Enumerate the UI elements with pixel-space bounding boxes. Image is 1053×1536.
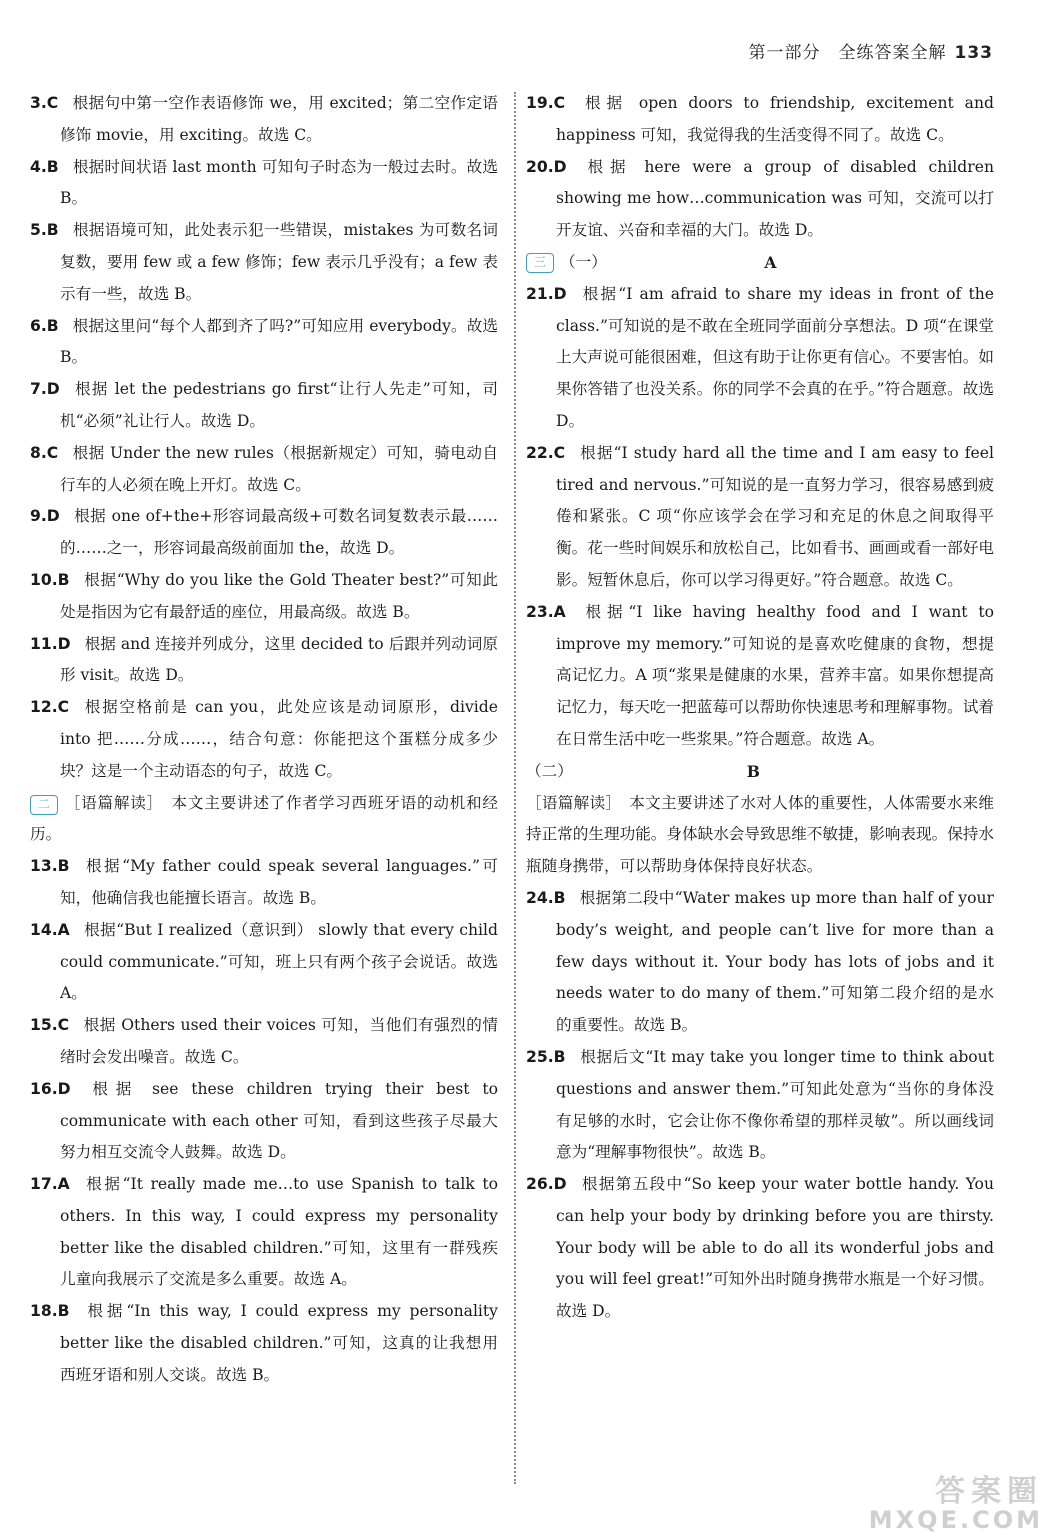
- passage-b-summary: ［语篇解读］ 本文主要讲述了水对人体的重要性，人体需要水来维持正常的生理功能。身体缺水会导致思维不敏捷，影响表现。保持水瓶随身携带，可以帮助身体保持良好状态。: [526, 793, 994, 876]
- left-column: [30, 88, 498, 1392]
- answer-item-23: 23.A 根据“I like having healthy food and I want to improve my memory.”可知说的是喜欢吃健康的食物，想提高记忆力。A 项“浆果是健康的水果，营养丰富。如果你想提高记忆力，每天吃一把蓝莓可以帮助你快速思考和理解事物。试着在日常生活中吃一些浆果。”符合题意。故选 A。: [526, 602, 994, 748]
- answer-item-13: 13.B 根据“My father could speak several languages.”可知，他确信我也能擅长语言。故选 B。: [30, 857, 498, 907]
- answer-item-8: 8.C 根据 Under the new rules（根据新规定）可知，骑电动自行车的人必须在晚上开灯。故选 C。: [30, 443, 498, 494]
- answer-item-12: 12.C 根据空格前是 can you，此处应该是动词原形，divide into 把……分成……，结合句意：你能把这个蛋糕分成多少块？这是一个主动语态的句子，故选 C。: [30, 698, 498, 780]
- answer-item-9: 9.D 根据 one of+the+形容词最高级+可数名词复数表示最……的……之一，形容词最高级前面加 the，故选 D。: [30, 507, 498, 558]
- subsection-two-label: （二）: [526, 761, 573, 780]
- answer-item-6: 6.B 根据这里问“每个人都到齐了吗?”可知应用 everybody。故选 B。: [30, 316, 498, 367]
- answer-item-22: 22.C 根据“I study hard all the time and I am easy to feel tired and nervous.”可知说的是一直努力学习，很容易感到疲倦和紧张。C 项“你应该学会在学习和充足的休息之间取得平衡。花一些时间娱乐和放松自己，比如看书、画画或看一部好电影。短暂休息后，你可以学习得更好。”符合题意。故选 C。: [526, 443, 994, 589]
- watermark-url: MXQE.COM: [868, 1506, 1043, 1534]
- answer-item-16: 16.D 根据 see these children trying their best to communicate with each other 可知，看到这些孩子尽最大努力相互交流令人鼓舞。故选 D。: [30, 1079, 498, 1162]
- answer-item-15: 15.C 根据 Others used their voices 可知，当他们有强烈的情绪时会发出噪音。故选 C。: [30, 1016, 498, 1066]
- answer-item-17: 17.A 根据“It really made me…to use Spanish to talk to others. In this way, I could express my personality better like the disabled children.”可知，这里有一群残疾儿童向我展示了交流是多么重要。故选 A。: [30, 1175, 498, 1289]
- subsection-one-label: （一）: [560, 252, 607, 271]
- section-badge-two: 二: [30, 795, 58, 815]
- answer-item-5: 5.B 根据语境可知，此处表示犯一些错误，mistakes 为可数名词复数，要用 few 或 a few 修饰；few 表示几乎没有；a few 表示有一些，故选 B。: [30, 221, 498, 303]
- watermark-text: 答案圈: [935, 1474, 1043, 1509]
- section-two-summary: 二 ［语篇解读］ 本文主要讲述了作者学习西班牙语的动机和经历。: [30, 793, 498, 844]
- answer-item-25: 25.B 根据后文“It may take you longer time to think about questions and answer them.”可知此处意为“当你的身体没有足够的水时，它会让你不像你希望的那样灵敏”。所以画线词意为“理解事物很快”。故选 B。: [526, 1047, 994, 1162]
- passage-b-label: B: [746, 761, 760, 781]
- page-header: [749, 38, 994, 63]
- page-number: 133: [954, 43, 993, 63]
- answer-item-3: 3.C 根据句中第一空作表语修饰 we，用 excited；第二空作定语修饰 movie，用 exciting。故选 C。: [30, 94, 498, 144]
- passage-a-label: A: [764, 252, 777, 272]
- column-divider: [514, 92, 516, 1484]
- answer-item-20: 20.D 根据 here were a group of disabled children showing me how…communication was 可知，交流可以打开友谊、兴奋和幸福的大门。故选 D。: [526, 157, 994, 240]
- answer-item-10: 10.B 根据“Why do you like the Gold Theater best?”可知此处是指因为它有最舒适的座位，用最高级。故选 B。: [30, 570, 498, 621]
- answer-item-26: 26.D 根据第五段中“So keep your water bottle handy. You can help your body by drinking before you are thirsty. Your body will be able to do all its wonderful jobs and you will feel great!”可知外出时随身携带水瓶是一个好习惯。故选 D。: [526, 1175, 994, 1321]
- answer-item-7: 7.D 根据 let the pedestrians go first“让行人先走”可知，司机“必须”礼让行人。故选 D。: [30, 380, 498, 430]
- header-title: 第一部分 全练答案全解: [748, 43, 947, 63]
- answer-item-4: 4.B 根据时间状语 last month 可知句子时态为一般过去时。故选 B。: [30, 157, 498, 208]
- section-badge-three: 三: [526, 253, 554, 273]
- subsection-two-heading: [526, 756, 994, 788]
- right-column: [526, 88, 994, 1328]
- answer-item-24: 24.B 根据第二段中“Water makes up more than half of your body’s weight, and people can’t live for more than a few days without it. Your body has lots of jobs and it needs water to do many of them.”可知第二段介绍的是水的重要性。故选 B。: [526, 888, 994, 1035]
- section-three-heading: [526, 247, 994, 279]
- answer-item-14: 14.A 根据“But I realized（意识到） slowly that every child could communicate.”可知，班上只有两个孩子会说话。故选 A。: [30, 920, 498, 1003]
- answer-item-21: 21.D 根据“I am afraid to share my ideas in front of the class.”可知说的是不敢在全班同学面前分享想法。D 项“在课堂上大声说可能很困难，但这有助于让你更有信心。不要害怕。如果你答错了也没关系。你的同学不会真的在乎。”符合题意。故选 D。: [526, 284, 994, 430]
- answer-item-18: 18.B 根据“In this way, I could express my personality better like the disabled children.”可知，这真的让我想用西班牙语和别人交谈。故选 B。: [30, 1302, 498, 1384]
- answer-item-19: 19.C 根据 open doors to friendship, excitement and happiness 可知，我觉得我的生活变得不同了。故选 C。: [526, 94, 994, 144]
- answer-item-11: 11.D 根据 and 连接并列成分，这里 decided to 后跟并列动词原形 visit。故选 D。: [30, 634, 498, 685]
- watermark-logo: [843, 1466, 1043, 1532]
